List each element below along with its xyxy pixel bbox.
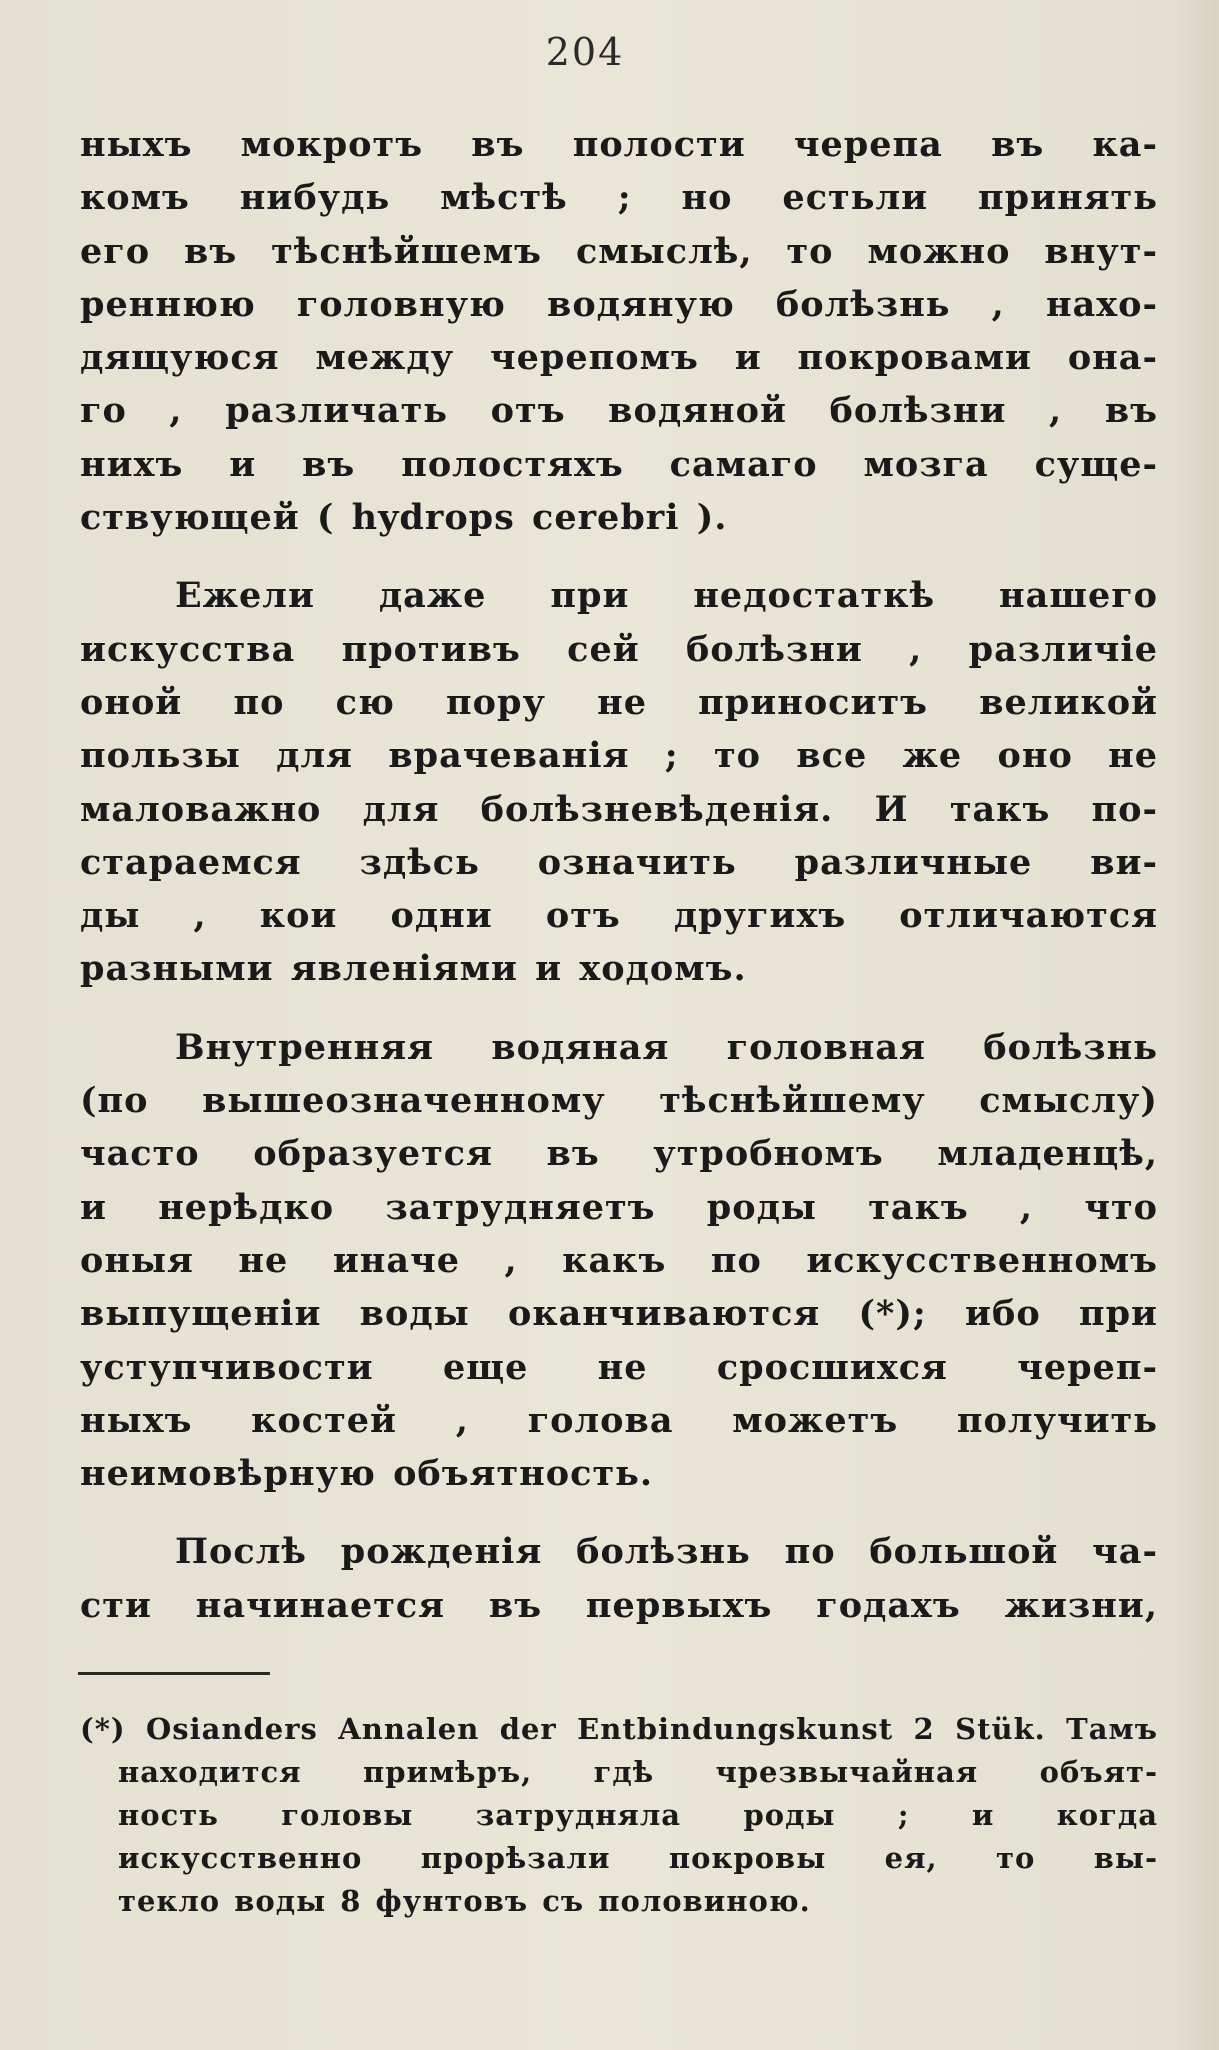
paragraph — [80, 569, 1158, 995]
text-line: часто образуется въ утробномъ младенцѣ, — [80, 1133, 1158, 1175]
text-line: выпущеніи воды оканчиваются (*); ибо при — [80, 1293, 1158, 1335]
text-line: оныя не иначе , какъ по искусственномъ — [80, 1239, 1158, 1281]
text-line: неимовѣрную объятность. — [80, 1453, 654, 1495]
paragraph — [80, 1525, 1158, 1632]
paragraph — [80, 1021, 1158, 1501]
footnote-line: искусственно прорѣзали покровы ея, то вы- — [118, 1841, 1158, 1875]
footnote — [80, 1708, 1158, 1923]
text-line: уступчивости еще не сросшихся череп- — [80, 1346, 1158, 1388]
text-line: ствующей ( hydrops cerebri ). — [80, 497, 728, 539]
footnote-line: ность головы затрудняла роды ; и когда — [118, 1798, 1158, 1832]
text-line: сти начинается въ первыхъ годахъ жизни, — [80, 1584, 1158, 1626]
text-line: и нерѣдко затрудняетъ роды такъ , что — [80, 1186, 1158, 1228]
text-line: маловажно для болѣзневѣденія. И такъ по- — [80, 788, 1158, 830]
text-line: Внутренняя водяная головная болѣзнь — [175, 1026, 1158, 1068]
body-text — [80, 118, 1158, 1632]
footnote-separator — [78, 1672, 270, 1675]
page-number: 204 — [545, 30, 625, 74]
text-line: стараемся здѣсь означить различные ви- — [80, 841, 1158, 883]
footnote-line: текло воды 8 фунтовъ съ половиною. — [118, 1884, 811, 1918]
text-line: ныхъ костей , голова можетъ получить — [80, 1399, 1158, 1441]
text-line: дящуюся между черепомъ и покровами она- — [80, 337, 1158, 379]
text-line: разными явленіями и ходомъ. — [80, 948, 747, 990]
text-line: искусства противъ сей болѣзни , различіе — [80, 628, 1158, 670]
text-line: (по вышеозначенному тѣснѣйшему смыслу) — [80, 1080, 1158, 1122]
text-line: пользы для врачеванія ; то все же оно не — [80, 735, 1158, 777]
text-line: реннюю головную водяную болѣзнь , нахо- — [80, 283, 1158, 325]
text-line: нихъ и въ полостяхъ самаго мозга суще- — [80, 443, 1158, 485]
footnote-line: (*) Osianders Annalen der Entbindungskunst 2 Stük. Тамъ — [80, 1712, 1158, 1746]
footnote-line: находится примѣръ, гдѣ чрезвычайная объят- — [118, 1755, 1158, 1789]
text-line: оной по сю пору не приноситъ великой — [80, 681, 1158, 723]
text-line: Ежели даже при недостаткѣ нашего — [175, 575, 1158, 617]
paragraph — [80, 118, 1158, 544]
text-line: комъ нибудь мѣстѣ ; но естьли принять — [80, 177, 1158, 219]
text-line: ды , кои одни отъ другихъ отличаются — [80, 895, 1158, 937]
text-line: Послѣ рожденія болѣзнь по большой ча- — [175, 1531, 1158, 1573]
text-line: ныхъ мокротъ въ полости черепа въ ка- — [80, 124, 1158, 165]
text-line: его въ тѣснѣйшемъ смыслѣ, то можно внут- — [80, 230, 1158, 272]
text-line: го , различать отъ водяной болѣзни , въ — [80, 390, 1158, 432]
